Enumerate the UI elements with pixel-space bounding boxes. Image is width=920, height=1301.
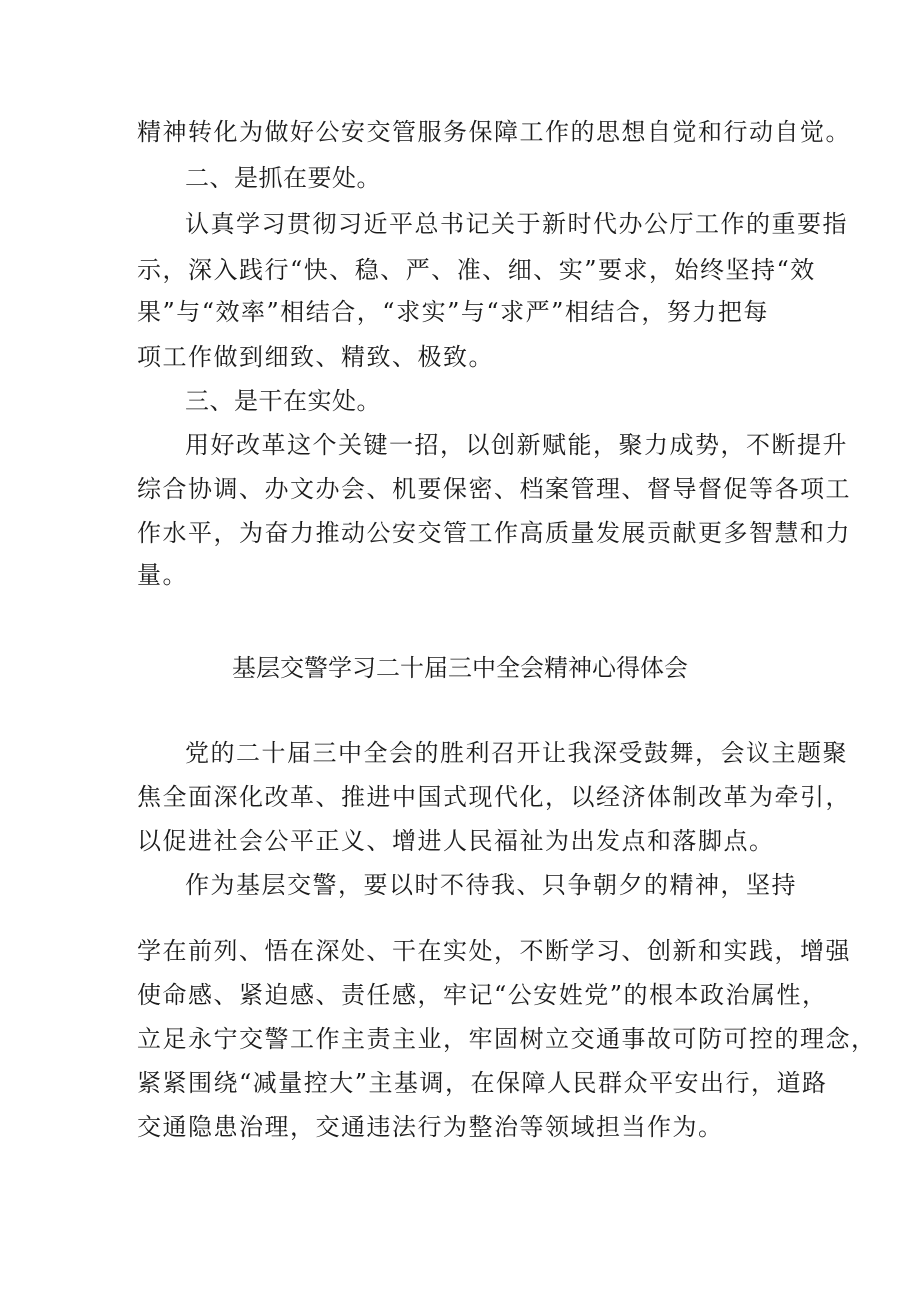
paragraph-line: 综合协调、办文办会、机要保密、档案管理、督导督促等各项工 [137, 475, 851, 503]
paragraph-line: 党的二十届三中全会的胜利召开让我深受鼓舞，会议主题聚 [185, 739, 848, 767]
paragraph-line: 以促进社会公平正义、增进人民福祉为出发点和落脚点。 [137, 827, 775, 855]
paragraph-line: 量。 [137, 561, 188, 589]
paragraph-line: 用好改革这个关键一招，以创新赋能，聚力成势，不断提升 [185, 431, 848, 459]
paragraph-line: 作水平，为奋力推动公安交管工作高质量发展贡献更多智慧和力 [137, 519, 851, 547]
paragraph-line: 作为基层交警，要以时不待我、只争朝夕的精神，坚持 [185, 871, 797, 899]
paragraph-line: 使命感、紧迫感、责任感，牢记“公安姓党”的根本政治属性， [137, 981, 828, 1009]
paragraph-line: 焦全面深化改革、推进中国式现代化，以经济体制改革为牵引， [137, 783, 851, 811]
article-title: 基层交警学习二十届三中全会精神心得体会 [232, 654, 688, 682]
paragraph-line: 精神转化为做好公安交管服务保障工作的思想自觉和行动自觉。 [137, 118, 851, 146]
paragraph-line: 果”与“效率”相结合，“求实”与“求严”相结合，努力把每 [137, 298, 769, 326]
paragraph-line: 紧紧围绕“减量控大”主基调，在保障人民群众平安出行，道路 [137, 1069, 828, 1097]
section-heading-3: 三、是干在实处。 [185, 387, 381, 415]
paragraph-line: 项工作做到细致、精致、极致。 [137, 343, 494, 371]
paragraph-line: 学在前列、悟在深处、干在实处，不断学习、创新和实践，增强 [137, 937, 851, 965]
paragraph-line: 示，深入践行“快、稳、严、准、细、实”要求，始终坚持“效 [137, 256, 816, 284]
paragraph-line: 认真学习贯彻习近平总书记关于新时代办公厅工作的重要指 [185, 210, 848, 238]
paragraph-line: 立足永宁交警工作主责主业，牢固树立交通事故可防可控的理念， [137, 1025, 877, 1053]
section-heading-2: 二、是抓在要处。 [185, 164, 381, 192]
paragraph-line: 交通隐患治理，交通违法行为整治等领域担当作为。 [137, 1113, 724, 1141]
